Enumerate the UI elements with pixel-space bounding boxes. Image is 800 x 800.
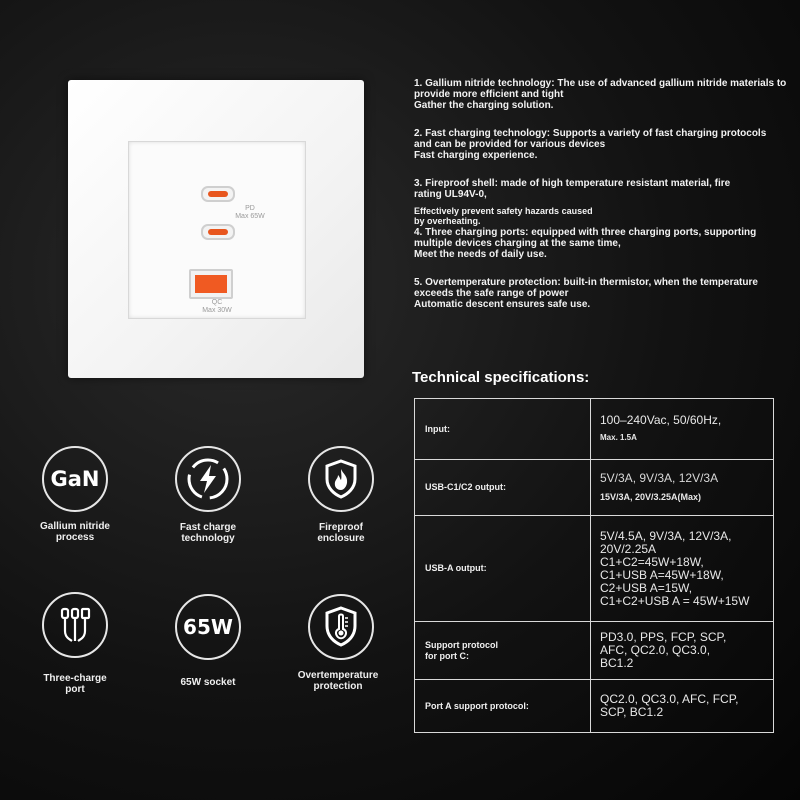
thermo-caption bbox=[278, 670, 398, 692]
spec-label-input-text: Input: bbox=[425, 423, 450, 434]
spec-value-usba-line-3: C1+C2=45W+18W, bbox=[600, 554, 704, 569]
cables-caption-line-1: Three-charge bbox=[43, 673, 107, 684]
fast-charge-caption-line-2: technology bbox=[181, 533, 235, 544]
spec-label-protocol-c-line-2: for port C: bbox=[425, 650, 469, 661]
usb-c2-port bbox=[201, 224, 235, 240]
pd-max-label: Max 65W bbox=[235, 213, 265, 220]
feature-1-line-2: provide more efficient and tight bbox=[414, 89, 564, 100]
feature-1-line-3: Gather the charging solution. bbox=[414, 100, 554, 111]
feature-5-line-1: 5. Overtemperature protection: built-in thermistor, when the temperature bbox=[414, 277, 758, 288]
spec-row-protocol-c bbox=[415, 622, 774, 680]
spec-value-protocol-c-line-1: PD3.0, PPS, FCP, SCP, bbox=[600, 630, 727, 644]
gan-caption-line-2: process bbox=[55, 532, 95, 543]
feature-4-line-3: Meet the needs of daily use. bbox=[414, 249, 547, 260]
spec-value-protocol-a-line-1: QC2.0, QC3.0, AFC, FCP, bbox=[600, 692, 739, 706]
65w-caption bbox=[148, 677, 268, 688]
feature-5-line-2: exceeds the safe range of power bbox=[414, 288, 569, 299]
feature-4-line-2: multiple devices charging at the same time, bbox=[414, 238, 621, 249]
thermometer-icon bbox=[313, 599, 369, 655]
gan-caption-line-1: Gallium nitride bbox=[39, 521, 110, 532]
feature-2-line-3: Fast charging experience. bbox=[414, 150, 538, 161]
spec-value-usbc bbox=[591, 460, 774, 516]
thermometer-shield-icon bbox=[308, 594, 374, 660]
qc-label: QC bbox=[211, 299, 223, 306]
three-cables-icon bbox=[47, 597, 103, 653]
spec-value-input-line-1: 100–240Vac, 50/60Hz, bbox=[600, 413, 722, 427]
fast-charge-icon bbox=[175, 446, 241, 512]
spec-row-usba bbox=[415, 516, 774, 622]
fast-charge-caption-line-1: Fast charge bbox=[179, 522, 237, 533]
spec-value-input bbox=[591, 399, 774, 460]
socket-plate bbox=[68, 80, 364, 378]
qc-max-label: Max 30W bbox=[202, 307, 232, 314]
spec-value-usba-line-5: C2+USB A=15W, bbox=[600, 580, 693, 595]
feature-3-line-3: Effectively prevent safety hazards caused bbox=[414, 206, 593, 216]
feature-2 bbox=[414, 128, 794, 161]
feature-1 bbox=[414, 78, 794, 111]
gan-icon bbox=[42, 446, 108, 512]
spec-label-protocol-c bbox=[415, 622, 591, 680]
spec-row-protocol-a bbox=[415, 680, 774, 733]
spec-label-usbc bbox=[415, 460, 591, 516]
thermo-caption-line-1: Overtemperature bbox=[297, 670, 379, 681]
spec-value-protocol-c bbox=[591, 622, 774, 680]
65w-caption-line-1: 65W socket bbox=[180, 677, 236, 688]
feature-5-line-3: Automatic descent ensures safe use. bbox=[414, 299, 591, 310]
cables-caption bbox=[15, 673, 135, 695]
feature-5 bbox=[414, 277, 794, 310]
spec-label-usba-text: USB-A output: bbox=[425, 563, 487, 573]
feature-3-line-2: rating UL94V-0, bbox=[414, 189, 487, 200]
spec-label-protocol-a bbox=[415, 680, 591, 733]
spec-value-protocol-a bbox=[591, 680, 774, 733]
spec-label-usba bbox=[415, 516, 591, 622]
gan-icon-text: GaN bbox=[50, 467, 100, 491]
fire-caption-line-1: Fireproof bbox=[319, 522, 363, 533]
fast-charge-caption bbox=[148, 522, 268, 544]
feature-4 bbox=[414, 227, 794, 260]
spec-label-input bbox=[415, 399, 591, 460]
65w-icon-text: 65W bbox=[183, 615, 233, 639]
thermo-caption-line-2: protection bbox=[313, 681, 363, 692]
spec-title: Technical specifications: bbox=[412, 369, 590, 386]
spec-label-protocol-a-text: Port A support protocol: bbox=[425, 700, 529, 711]
65w-icon bbox=[175, 594, 241, 660]
socket-insert bbox=[128, 141, 306, 319]
spec-value-usba-line-2: 20V/2.25A bbox=[600, 541, 657, 556]
spec-label-protocol-c-line-1: Support protocol bbox=[425, 639, 498, 650]
spec-value-protocol-c-line-2: AFC, QC2.0, QC3.0, bbox=[600, 643, 711, 657]
feature-3 bbox=[414, 178, 794, 226]
spec-value-input-max: Max. 1.5A bbox=[600, 433, 637, 442]
spec-value-usba bbox=[591, 516, 774, 622]
spec-value-usba-line-4: C1+USB A=45W+18W, bbox=[600, 567, 724, 582]
cables-icon bbox=[42, 592, 108, 658]
feature-2-line-2: and can be provided for various devices bbox=[414, 139, 606, 150]
fire-caption bbox=[281, 522, 401, 544]
fire-icon bbox=[308, 446, 374, 512]
spec-value-usba-line-6: C1+C2+USB A = 45W+15W bbox=[600, 593, 750, 608]
spec-row-input bbox=[415, 399, 774, 460]
feature-4-line-1: 4. Three charging ports: equipped with three charging ports, supporting bbox=[414, 227, 757, 238]
spec-label-usbc-text: USB-C1/C2 output: bbox=[425, 482, 506, 492]
feature-3-line-4: by overheating. bbox=[414, 216, 481, 226]
spec-row-usbc bbox=[415, 460, 774, 516]
usb-c1-port bbox=[201, 186, 235, 202]
spec-value-usba-line-1: 5V/4.5A, 9V/3A, 12V/3A, bbox=[600, 528, 732, 543]
fire-caption-line-2: enclosure bbox=[317, 533, 365, 544]
feature-1-line-1: 1. Gallium nitride technology: The use of advanced gallium nitride materials to bbox=[414, 78, 787, 89]
feature-3-line-1: 3. Fireproof shell: made of high temperature resistant material, fire bbox=[414, 178, 731, 189]
usb-a-port bbox=[189, 269, 233, 299]
spec-value-usbc-max: 15V/3A, 20V/3.25A(Max) bbox=[600, 491, 702, 502]
spec-table bbox=[414, 398, 774, 733]
spec-value-protocol-a-line-2: SCP, BC1.2 bbox=[600, 705, 664, 719]
cables-caption-line-2: port bbox=[65, 684, 85, 695]
feature-2-line-1: 2. Fast charging technology: Supports a variety of fast charging protocols bbox=[414, 128, 767, 139]
gan-caption bbox=[15, 521, 135, 543]
pd-label: PD bbox=[245, 205, 255, 212]
spec-value-usbc-line-1: 5V/3A, 9V/3A, 12V/3A bbox=[600, 470, 719, 485]
lightning-icon bbox=[180, 451, 236, 507]
spec-value-protocol-c-line-3: BC1.2 bbox=[600, 656, 634, 670]
flame-shield-icon bbox=[313, 451, 369, 507]
